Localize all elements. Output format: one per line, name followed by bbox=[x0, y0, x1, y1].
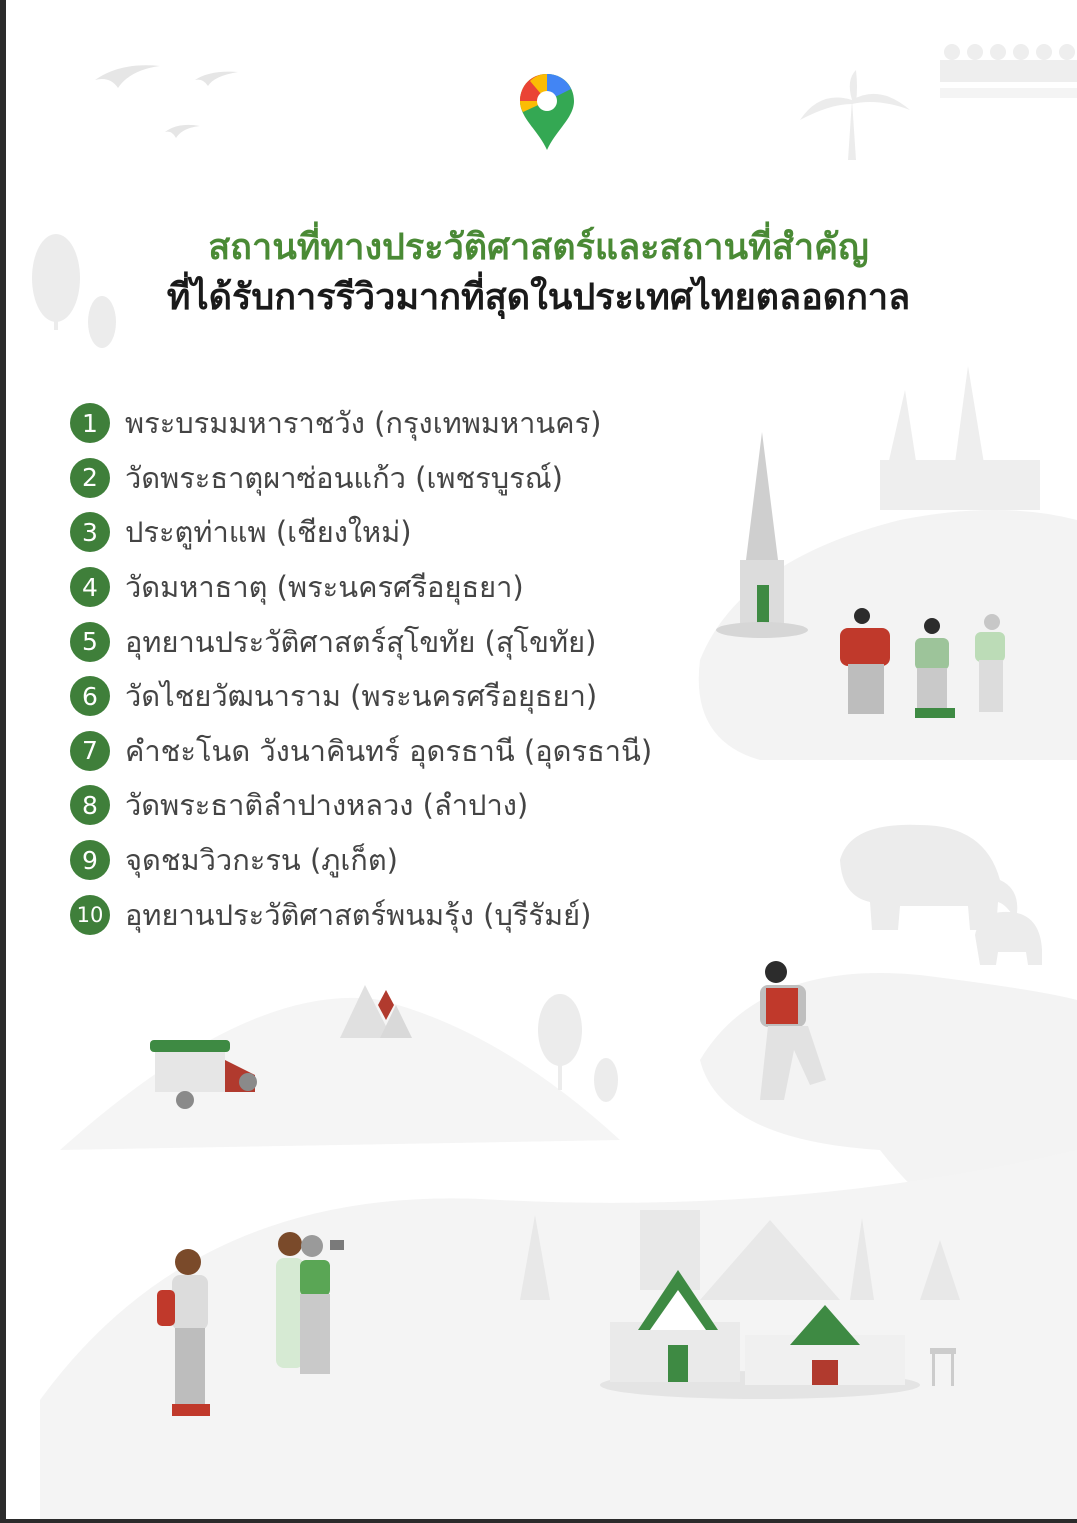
rank-badge: 1 bbox=[70, 403, 110, 443]
place-name: วัดพระธาตุผาซ่อนแก้ว (เพชรบูรณ์) bbox=[125, 460, 563, 495]
list-item bbox=[70, 778, 652, 833]
page-subtitle: ที่ได้รับการรีวิวมากที่สุดในประเทศไทยตลอดกาล bbox=[166, 277, 911, 318]
rank-badge: 8 bbox=[70, 785, 110, 825]
place-name: คำชะโนด วังนาคินทร์ อุดรธานี (อุดรธานี) bbox=[125, 733, 653, 768]
list-item bbox=[70, 560, 652, 615]
place-name: อุทยานประวัติศาสตร์พนมรุ้ง (บุรีรัมย์) bbox=[125, 897, 592, 932]
place-name: วัดมหาธาตุ (พระนครศรีอยุธยา) bbox=[125, 570, 524, 605]
list-item bbox=[70, 451, 652, 506]
google-maps-pin-icon bbox=[518, 72, 576, 152]
rank-badge: 10 bbox=[70, 895, 110, 935]
birds-icon bbox=[95, 65, 238, 138]
ranking-list bbox=[70, 396, 652, 942]
page-title: สถานที่ทางประวัติศาสตร์และสถานที่สำคัญ bbox=[208, 227, 869, 268]
list-item bbox=[70, 396, 652, 451]
list-item bbox=[70, 887, 652, 942]
place-name: พระบรมมหาราชวัง (กรุงเทพมหานคร) bbox=[125, 406, 602, 441]
temple-silhouette-icon bbox=[880, 366, 1040, 510]
window-edge-bottom bbox=[0, 1519, 1077, 1523]
place-name: ประตูท่าแพ (เชียงใหม่) bbox=[125, 515, 412, 550]
elephant-icon bbox=[840, 825, 1042, 965]
rank-badge: 7 bbox=[70, 731, 110, 771]
list-item bbox=[70, 614, 652, 669]
place-name: อุทยานประวัติศาสตร์สุโขทัย (สุโขทัย) bbox=[125, 624, 597, 659]
list-item bbox=[70, 669, 652, 724]
place-name: วัดไชยวัฒนาราม (พระนครศรีอยุธยา) bbox=[125, 679, 598, 714]
list-item bbox=[70, 724, 652, 779]
palace-wall-icon bbox=[940, 44, 1077, 98]
rank-badge: 2 bbox=[70, 458, 110, 498]
rank-badge: 4 bbox=[70, 567, 110, 607]
place-name: จุดชมวิวกะรน (ภูเก็ต) bbox=[125, 843, 398, 878]
list-item bbox=[70, 505, 652, 560]
rank-badge: 6 bbox=[70, 676, 110, 716]
rank-badge: 5 bbox=[70, 622, 110, 662]
hill-shape bbox=[60, 998, 620, 1150]
list-item bbox=[70, 833, 652, 888]
place-name: วัดพระธาติลำปางหลวง (ลำปาง) bbox=[125, 788, 529, 823]
rank-badge: 9 bbox=[70, 840, 110, 880]
rank-badge: 3 bbox=[70, 512, 110, 552]
palm-tree-icon bbox=[800, 70, 910, 160]
